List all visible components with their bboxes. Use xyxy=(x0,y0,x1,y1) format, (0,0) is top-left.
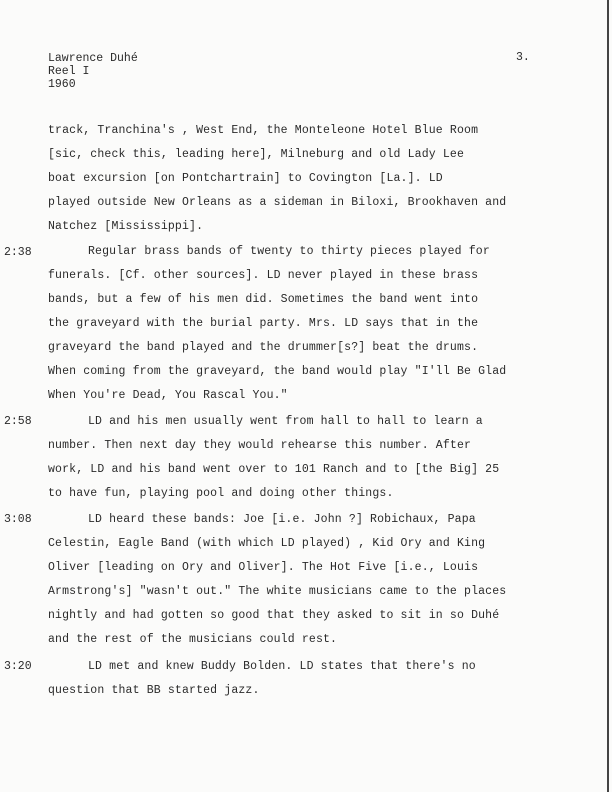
text-line: LD heard these bands: Joe [i.e. John ?] Robichaux, Papa xyxy=(88,513,476,526)
document-header xyxy=(48,52,138,91)
text-line: Regular brass bands of twenty to thirty pieces played for xyxy=(88,245,490,258)
reel-label: Reel I xyxy=(48,65,90,78)
text-line: question that BB started jazz. xyxy=(48,684,260,697)
timestamp: 2:58 xyxy=(4,415,32,428)
text-line: the graveyard with the burial party. Mrs. LD says that in the xyxy=(48,317,479,330)
year-label: 1960 xyxy=(48,78,76,91)
text-line: Armstrong's] "wasn't out." The white musicians came to the places xyxy=(48,585,507,598)
text-line: LD and his men usually went from hall to hall to learn a xyxy=(88,415,483,428)
text-line: Natchez [Mississippi]. xyxy=(48,220,204,233)
timestamp: 2:38 xyxy=(4,246,32,259)
text-line: nightly and had gotten so good that they asked to sit in so Duhé xyxy=(48,609,500,622)
page-number: 3. xyxy=(516,51,530,64)
timestamp: 3:08 xyxy=(4,513,32,526)
text-line: When You're Dead, You Rascal You." xyxy=(48,389,288,402)
scan-edge-line xyxy=(607,0,609,792)
text-line: to have fun, playing pool and doing other things. xyxy=(48,487,394,500)
text-line: Oliver [leading on Ory and Oliver]. The Hot Five [i.e., Louis xyxy=(48,561,479,574)
text-line: work, LD and his band went over to 101 Ranch and to [the Big] 25 xyxy=(48,463,500,476)
text-line: and the rest of the musicians could rest. xyxy=(48,633,338,646)
text-line: number. Then next day they would rehearse this number. After xyxy=(48,439,472,452)
text-line: When coming from the graveyard, the band would play "I'll Be Glad xyxy=(48,365,507,378)
timestamp: 3:20 xyxy=(4,660,32,673)
text-line: funerals. [Cf. other sources]. LD never played in these brass xyxy=(48,269,479,282)
text-line: boat excursion [on Pontchartrain] to Covington [La.]. LD xyxy=(48,172,443,185)
text-line: LD met and knew Buddy Bolden. LD states that there's no xyxy=(88,660,476,673)
text-line: bands, but a few of his men did. Sometimes the band went into xyxy=(48,293,479,306)
text-line: Celestin, Eagle Band (with which LD played) , Kid Ory and King xyxy=(48,537,486,550)
text-line: played outside New Orleans as a sideman in Biloxi, Brookhaven and xyxy=(48,196,507,209)
interviewee-name: Lawrence Duhé xyxy=(48,52,138,65)
text-line: track, Tranchina's , West End, the Monteleone Hotel Blue Room xyxy=(48,124,479,137)
text-line: graveyard the band played and the drummer[s?] beat the drums. xyxy=(48,341,479,354)
text-line: [sic, check this, leading here], Milneburg and old Lady Lee xyxy=(48,148,465,161)
